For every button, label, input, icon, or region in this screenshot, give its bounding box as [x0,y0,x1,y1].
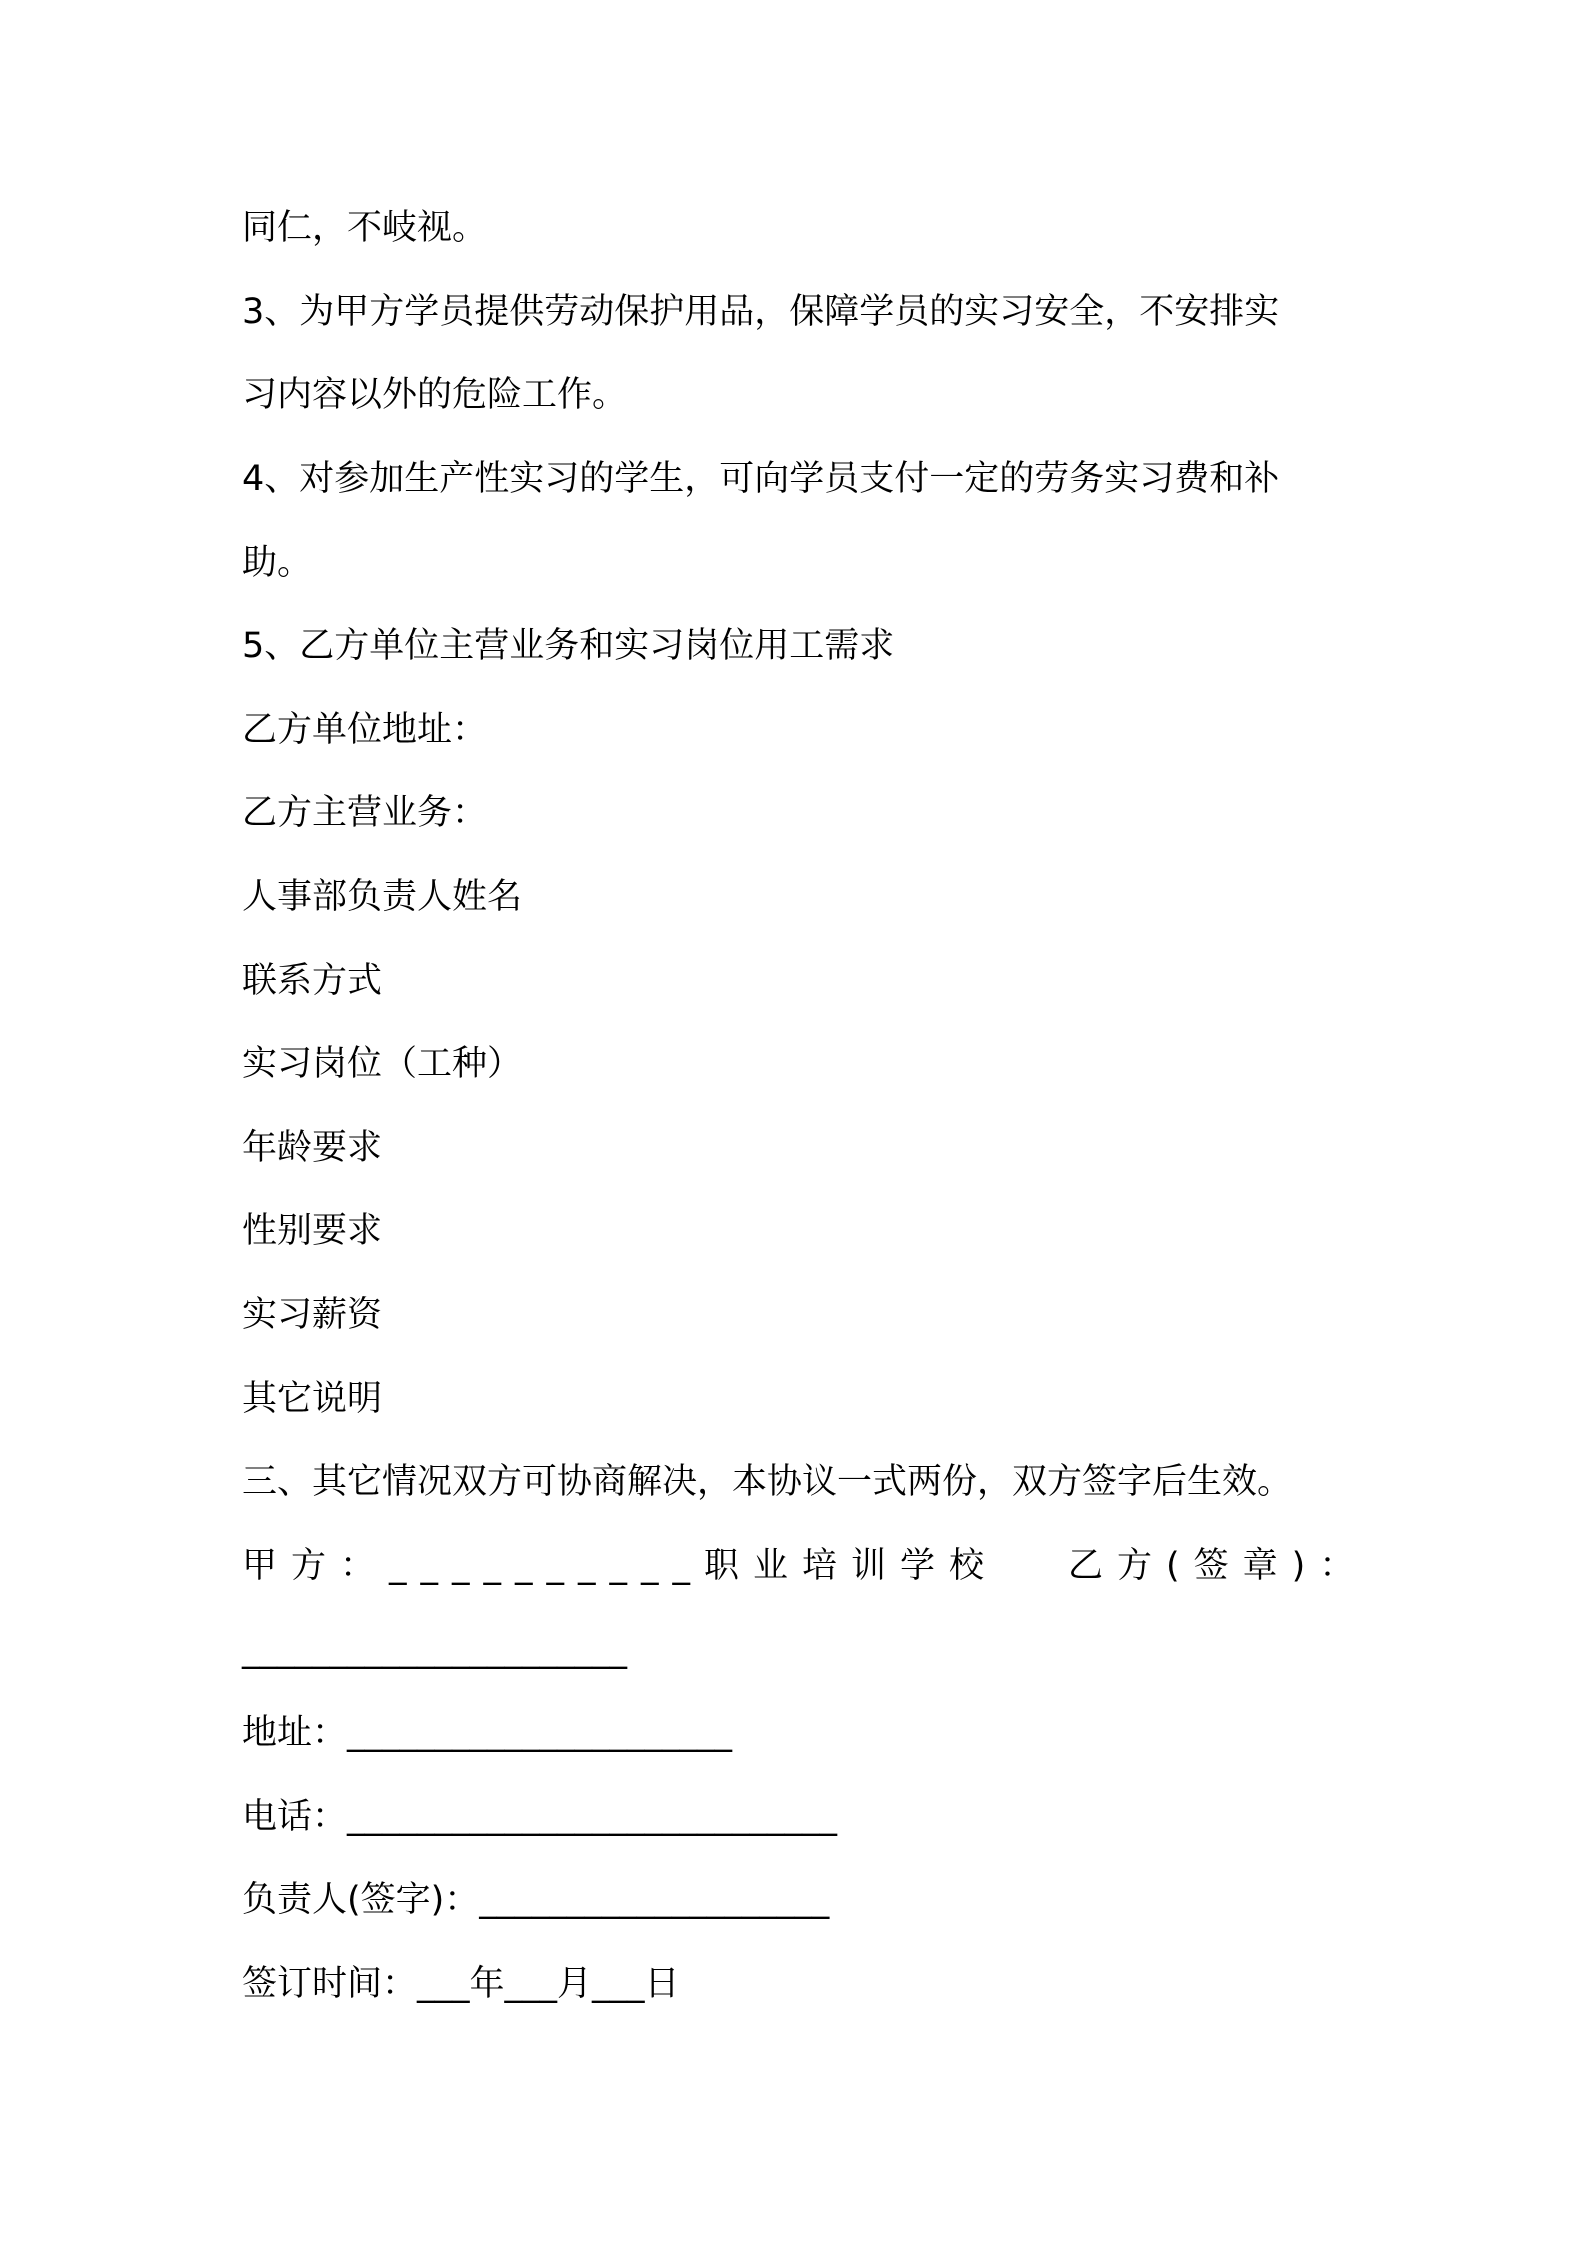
text-line-11: 实习岗位（工种） [242,1044,523,1084]
text-line-7: 乙方单位地址： [242,710,488,750]
text-line-1: 同仁，不岐视。 [242,208,488,248]
address-line: 地址：______________________ [242,1713,733,1753]
text-line-4: 4、对参加生产性实习的学生，可向学员支付一定的劳务实习费和补 [242,459,1280,499]
responsible-line: 负责人(签字)：____________________ [242,1880,830,1920]
text-line-3: 习内容以外的危险工作。 [242,375,628,415]
text-line-14: 实习薪资 [242,1295,383,1335]
text-line-6: 5、乙方单位主营业务和实习岗位用工需求 [242,626,895,666]
signature-party-line [242,1544,1368,1588]
text-line-2: 3、为甲方学员提供劳动保护用品，保障学员的实习安全，不安排实 [242,292,1280,332]
phone-line: 电话：____________________________ [242,1797,838,1837]
text-line-8: 乙方主营业务： [242,793,488,833]
text-line-15: 其它说明 [242,1379,383,1419]
text-line-5: 助。 [242,543,313,583]
text-line-16: 三、其它情况双方可协商解决，本协议一式两份，双方签字后生效。 [242,1462,1293,1502]
party-a-label: 甲方：__________职业培训学校 [242,1546,999,1586]
text-line-10: 联系方式 [242,961,383,1001]
text-line-13: 性别要求 [242,1211,383,1251]
text-line-9: 人事部负责人姓名 [242,877,523,917]
party-b-label: 乙方(签章)： [1068,1546,1369,1586]
party-b-blank: ______________________ [242,1630,627,1670]
sign-date-line: 签订时间：___年___月___日 [242,1964,680,2004]
text-line-12: 年龄要求 [242,1128,383,1168]
